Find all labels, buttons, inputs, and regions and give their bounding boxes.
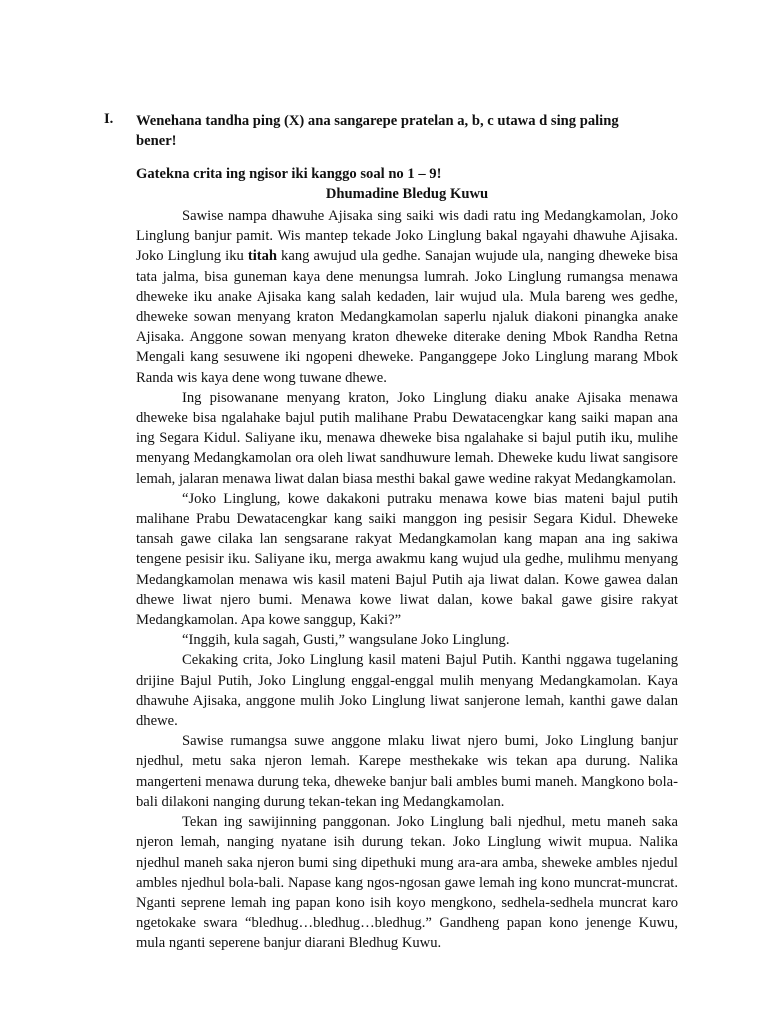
story-paragraph-4: “Inggih, kula sagah, Gusti,” wangsulane Joko Linglung. — [182, 632, 510, 649]
story-paragraph-5: Cekaking crita, Joko Linglung kasil mateni Bajul Putih. Kanthi nggawa tugelaning drijine Bajul Putih, Joko Linglung enggal-enggal mulih menyang Medangkamolan. Kaya dhawuhe Ajisaka, anggone mulih Joko Linglung liwat sanjerone lemah, kanthi gawe dalan dhewe. — [136, 652, 678, 730]
story-body — [136, 206, 678, 954]
story-paragraph-2: Ing pisowanane menyang kraton, Joko Linglung diaku anake Ajisaka menawa dheweke bisa ngalahake bajul putih malihane Prabu Dewatacengkar kang saiki mapan ana ing Segara Kidul. Saliyane iku, menawa dheweke bisa ngalahake si bajul putih iku, mulihe menyang Medangkamolan ora oleh liwat sandhuwure lemah. Dheweke kudu liwat sangisore lemah, jalaran menawa liwat dalan biasa mesthi bakal gawe wedine rakyat Medangkamolan. — [136, 389, 678, 487]
story-paragraph-6: Sawise rumangsa suwe anggone mlaku liwat njero bumi, Joko Linglung banjur njedhul, metu saka njeron lemah. Karepe mesthekake wis tekan apa durung. Nalika mangerteni menawa durung teka, dheweke banjur bali ambles bumi maneh. Mangkono bola-bali dilakoni nanging durung tekan-tekan ing Medangkamolan. — [136, 733, 678, 810]
paragraph-text: Sawise nampa dhawuhe Ajisaka sing saiki wis dadi ratu ing Medangkamolan, Joko Linglung banjur pamit. Wis mantep tekade Joko Linglung bakal ngayahi dhawuhe Ajisaka. Joko Linglung iku — [136, 208, 678, 265]
bold-term: titah — [247, 248, 278, 265]
story-paragraph-7: Tekan ing sawijinning panggonan. Joko Linglung bali njedhul, metu maneh saka njeron lemah, nanging nyatane isih durung tekan. Joko Linglung wiwit mupua. Nalika njedhul maneh saka njeron bumi sing dipethuki mung ara-ara amba, sheweke ambles njedul ambles njedhul bola-bali. Napase kang ngos-ngosan gawe lemah ing kono muncrat-muncrat. Nganti seprene lemah ing papan kono isih koyo mengkono, sedhela-sedhela muncrat karo ngetokake swara “bledhug…bledhug…bledhug.” Gandheng papan kono jenenge Kuwu, mula nganti seperene banjur diarani Bledhug Kuwu. — [136, 814, 678, 952]
story-paragraph-1 — [136, 206, 678, 388]
story-paragraph-3: “Joko Linglung, kowe dakakoni putraku menawa kowe bias mateni bajul putih malihane Prabu Dewatacengkar kang saiki manggon ing pesisir Segara Kidul. Dheweke tansah gawe cilaka lan sengsarane rakyat Medangkamolan kang mapan ana ing sakiwa tengene pesisir iku. Saliyane iku, merga awakmu kang wujud ula gedhe, mulihmu menyang Medangkamolan menawa wis kasil mateni Bajul Putih aja liwat dalan. Kowe gawea dalan dhewe liwat njero bumi. Menawa kowe liwat dalan, kowe bakal gawe gisire rakyat Medangkamolan. Apa kowe sanggup, Kaki?” — [136, 490, 678, 629]
section-number: I. — [104, 111, 114, 127]
story-title: Dhumadine Bledug Kuwu — [325, 186, 489, 202]
paragraph-text: kang awujud ula gedhe. Sanajan wujude ula, nanging dheweke bisa tata jalma, bisa guneman kaya dene menungsa lumrah. Joko Linglung rumangsa menawa dheweke iku anake Ajisaka kang salah kedaden, lair wujud ula. Mula bareng wes gedhe, dheweke sowan menyang kraton Medangkamolan saperlu njaluk diakoni pinangka anake Ajisaka. Anggone sowan menyang kraton dheweke diterake dening Mbok Randha Retna Mengali kang sesuwene iki ngopeni dheweke. Panganggepe Joko Linglung marang Mbok Randa wis kaya dene wong tuwane dhewe. — [136, 248, 678, 386]
reading-instruction: Gatekna crita ing ngisor iki kanggo soal no 1 – 9! — [136, 166, 442, 182]
instruction-text: Wenehana tandha ping (X) ana sangarepe pratelan a, b, c utawa d sing paling bener! — [136, 113, 619, 149]
